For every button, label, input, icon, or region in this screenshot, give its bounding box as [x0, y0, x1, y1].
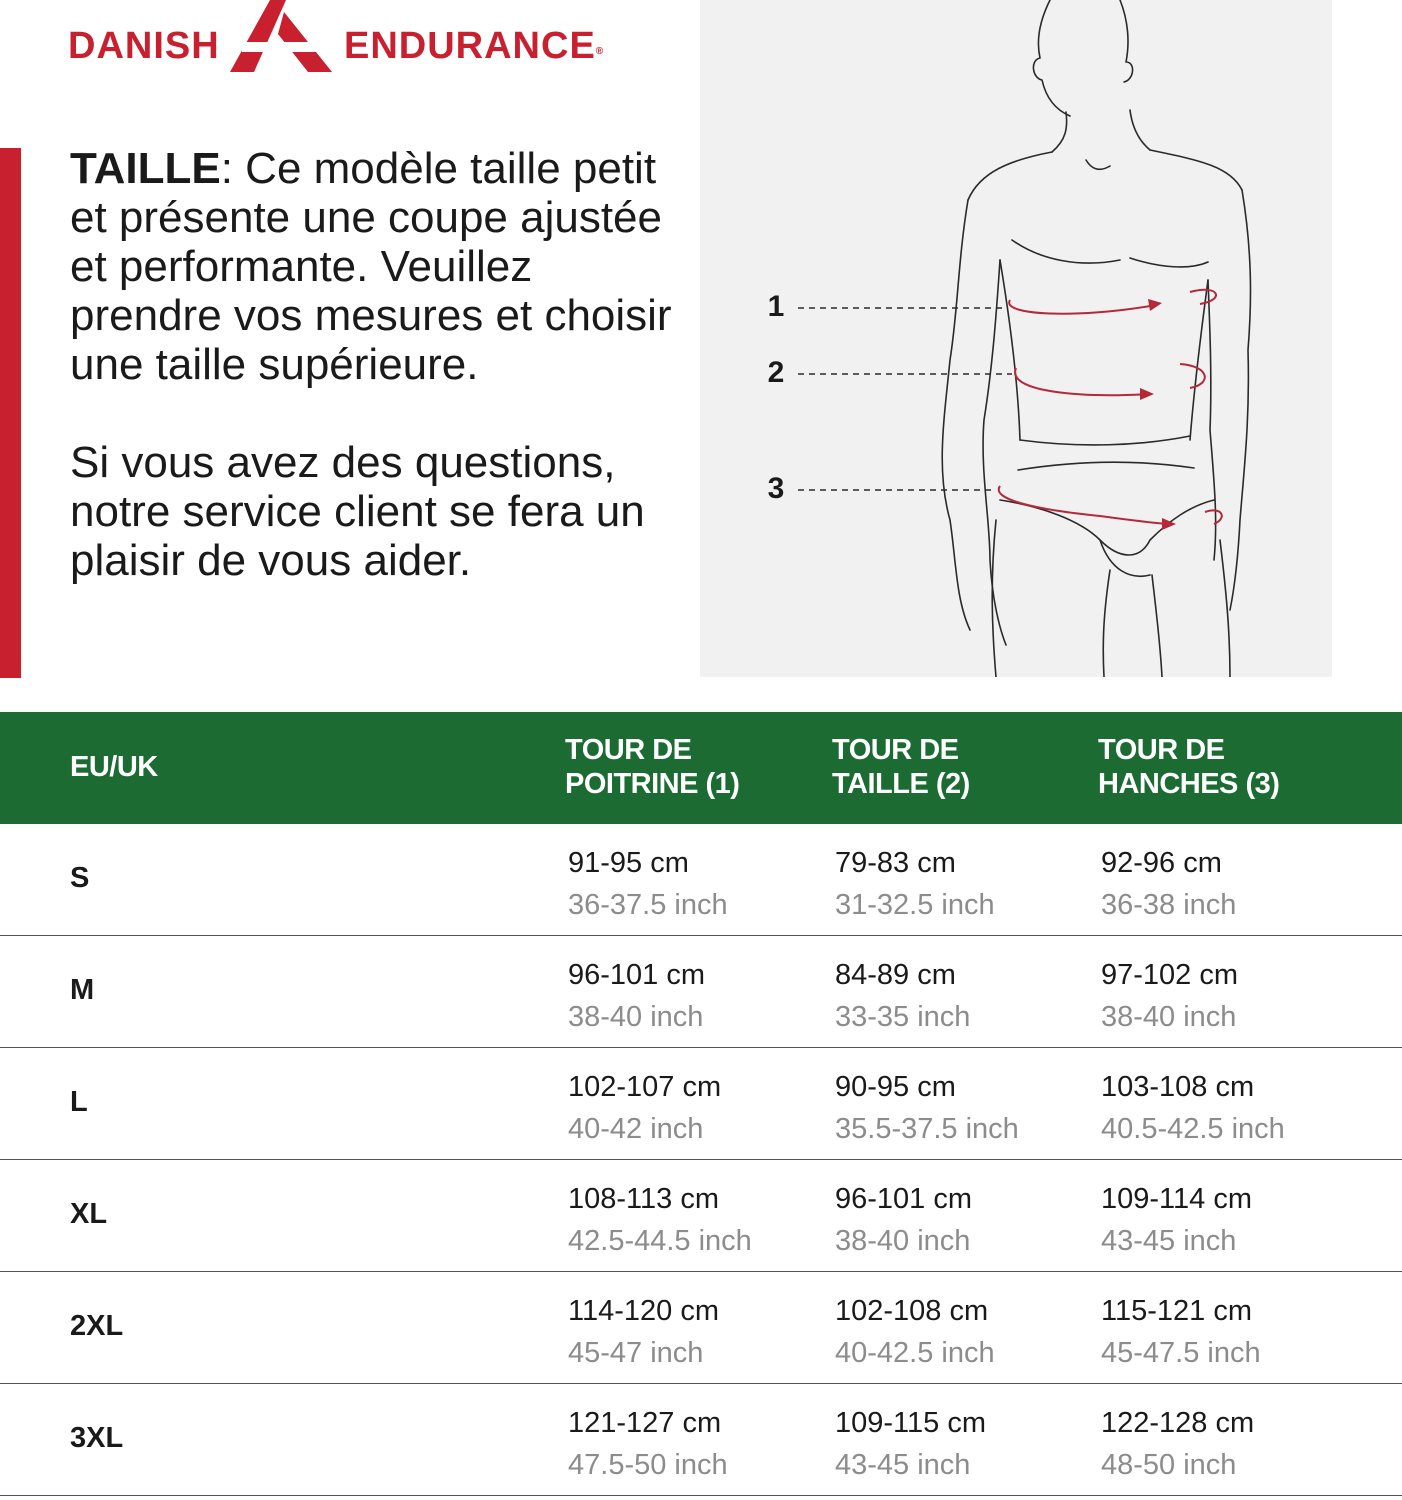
intro-text: [70, 144, 690, 585]
hips-cell: 97-102 cm 38-40 inch: [1101, 959, 1239, 1033]
hips-cell: 122-128 cm 48-50 inch: [1101, 1407, 1255, 1481]
table-row: [0, 1048, 1402, 1160]
size-label: 2XL: [70, 1310, 124, 1342]
waist-cell: 109-115 cm 43-45 inch: [835, 1407, 986, 1481]
header-waist: TOUR DE TAILLE (2): [832, 734, 970, 800]
size-label: L: [70, 1086, 88, 1118]
registered-mark: ®: [595, 46, 605, 57]
waist-cell: 79-83 cm 31-32.5 inch: [835, 847, 995, 921]
chest-cell: 108-113 cm 42.5-44.5 inch: [568, 1183, 752, 1257]
size-label: 3XL: [70, 1422, 124, 1454]
hips-cell: 109-114 cm 43-45 inch: [1101, 1183, 1252, 1257]
brand-mark-icon: [228, 0, 338, 74]
chest-cell: 91-95 cm 36-37.5 inch: [568, 847, 728, 921]
table-row: [0, 1160, 1402, 1272]
waist-cell: 84-89 cm 33-35 inch: [835, 959, 971, 1033]
accent-bar: [0, 148, 21, 678]
hips-cell: 115-121 cm 45-47.5 inch: [1101, 1295, 1261, 1369]
size-label: M: [70, 974, 95, 1006]
size-label: S: [70, 862, 90, 894]
table-row: [0, 824, 1402, 936]
body-measurement-figure: [700, 0, 1332, 677]
marker-hips: 3: [767, 472, 785, 505]
table-row: [0, 1272, 1402, 1384]
intro-bold-lead: TAILLE: [70, 144, 221, 193]
chest-cell: 114-120 cm 45-47 inch: [568, 1295, 719, 1369]
marker-waist: 2: [767, 356, 785, 389]
hips-cell: 92-96 cm 36-38 inch: [1101, 847, 1237, 921]
chest-cell: 96-101 cm 38-40 inch: [568, 959, 706, 1033]
body-outline-illustration: [700, 0, 1332, 677]
hips-cell: 103-108 cm 40.5-42.5 inch: [1101, 1071, 1285, 1145]
table-row: [0, 1384, 1402, 1496]
intro-paragraph-1: [70, 144, 690, 389]
table-row: [0, 936, 1402, 1048]
chest-cell: 102-107 cm 40-42 inch: [568, 1071, 722, 1145]
header-size: EU/UK: [70, 751, 158, 783]
chest-cell: 121-127 cm 47.5-50 inch: [568, 1407, 728, 1481]
marker-chest: 1: [767, 290, 785, 323]
intro-paragraph-1-text: : Ce modèle taille petit et présente une coupe ajustée et performante. Veuillez prendre vos mesures et choisir une taille supérieure.: [70, 144, 672, 389]
size-label: XL: [70, 1198, 108, 1230]
table-header: [0, 712, 1402, 824]
brand-word-left: DANISH: [68, 25, 220, 67]
waist-cell: 102-108 cm 40-42.5 inch: [835, 1295, 995, 1369]
waist-cell: 90-95 cm 35.5-37.5 inch: [835, 1071, 1019, 1145]
header-hips: TOUR DE HANCHES (3): [1098, 734, 1280, 800]
brand-word-right: ENDURANCE®: [344, 25, 605, 67]
size-table: [0, 712, 1402, 1496]
header-chest: TOUR DE POITRINE (1): [565, 734, 740, 800]
intro-paragraph-2: Si vous avez des questions, notre service client se fera un plaisir de vous aider.: [70, 438, 645, 585]
waist-cell: 96-101 cm 38-40 inch: [835, 1183, 973, 1257]
